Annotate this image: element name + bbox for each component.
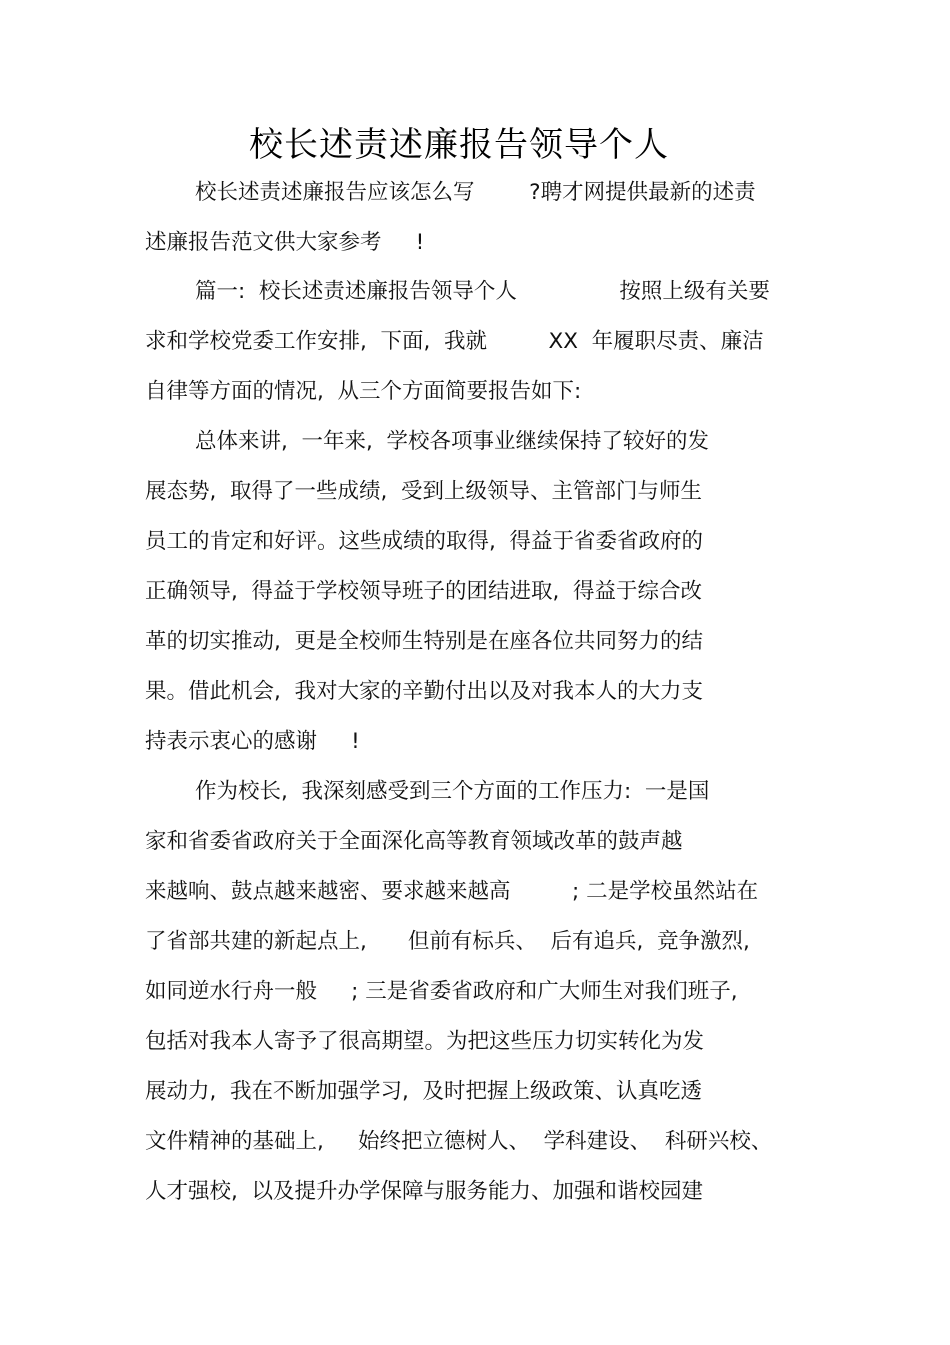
paragraph-line: 如同逆水行舟一般 ; 三是省委省政府和广大师生对我们班子, (145, 979, 738, 1004)
paragraph-line: 作为校长, 我深刻感受到三个方面的工作压力: 一是国 (195, 779, 710, 804)
paragraph-line: 革的切实推动, 更是全校师生特别是在座各位共同努力的结 (145, 629, 704, 654)
paragraph-line: 总体来讲, 一年来, 学校各项事业继续保持了较好的发 (195, 429, 710, 454)
paragraph-line: 持表示衷心的感谢 ! (145, 729, 360, 754)
paragraph-line: 求和学校党委工作安排, 下面, 我就 XX 年履职尽责、廉洁 (145, 329, 764, 354)
paragraph-line: 来越响、鼓点越来越密、要求越来越高 ; 二是学校虽然站在 (145, 879, 759, 904)
paragraph-line: 员工的肯定和好评。这些成绩的取得, 得益于省委省政府的 (145, 529, 704, 554)
document-title: 校长述责述廉报告领导个人 (249, 125, 669, 165)
paragraph-line: 自律等方面的情况, 从三个方面简要报告如下: (145, 379, 582, 404)
paragraph-line: 家和省委省政府关于全面深化高等教育领域改革的鼓声越 (145, 829, 683, 854)
paragraph-line: 人才强校, 以及提升办学保障与服务能力、加强和谐校园建 (145, 1179, 704, 1204)
paragraph-line: 篇一: 校长述责述廉报告领导个人 按照上级有关要 (195, 279, 770, 304)
paragraph-line: 文件精神的基础上, 始终把立德树人、 学科建设、 科研兴校、 (145, 1129, 773, 1154)
paragraph-line: 展动力, 我在不断加强学习, 及时把握上级政策、认真吃透 (145, 1079, 703, 1104)
paragraph-line: 正确领导, 得益于学校领导班子的团结进取, 得益于综合改 (145, 579, 703, 604)
paragraph-line: 述廉报告范文供大家参考 ! (145, 230, 425, 255)
paragraph-line: 包括对我本人寄予了很高期望。为把这些压力切实转化为发 (145, 1029, 705, 1054)
paragraph-line: 校长述责述廉报告应该怎么写 ?聘才网提供最新的述责 (195, 180, 756, 205)
paragraph-line: 展态势, 取得了一些成绩, 受到上级领导、主管部门与师生 (145, 479, 703, 504)
paragraph-line: 了省部共建的新起点上, 但前有标兵、 后有追兵, 竞争激烈, (145, 929, 750, 954)
paragraph-line: 果。借此机会, 我对大家的辛勤付出以及对我本人的大力支 (145, 679, 704, 704)
